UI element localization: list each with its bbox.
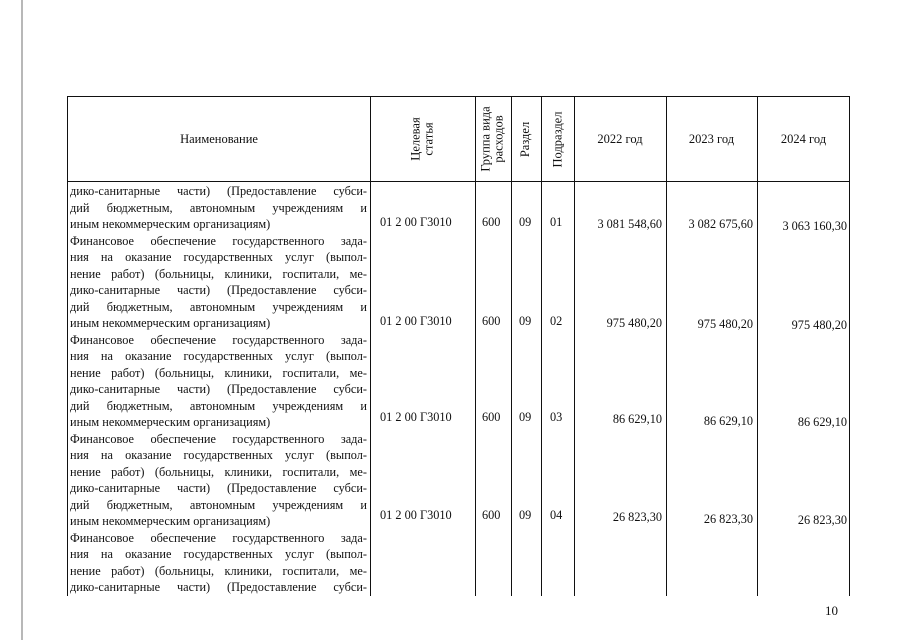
subsection-cell: 01 bbox=[550, 215, 563, 229]
header-2023 bbox=[666, 97, 757, 181]
header-2024-label: 2024 год bbox=[780, 131, 827, 146]
name-line: дий бюджетным, автономным учреждениям и bbox=[70, 497, 367, 512]
name-line: дико-санитарные части) (Предоставление субси- bbox=[70, 580, 367, 594]
y2024-cell: 975 480,20 bbox=[791, 318, 847, 332]
name-line: ния на оказание государственных услуг (выпол- bbox=[70, 250, 367, 264]
header-name-label: Наименование bbox=[180, 131, 258, 146]
section-cell: 09 bbox=[519, 314, 532, 328]
group-cell: 600 bbox=[482, 314, 501, 328]
name-line: дико-санитарные части) (Предоставление субси- bbox=[70, 481, 367, 495]
y2024-cell: 26 823,30 bbox=[797, 513, 847, 527]
y2022-cell: 3 081 548,60 bbox=[597, 217, 662, 231]
section-cell: 09 bbox=[519, 508, 532, 522]
name-line: дико-санитарные части) (Предоставление субси- bbox=[70, 382, 367, 396]
section-cell: 09 bbox=[519, 215, 532, 229]
header-target-line2: статья bbox=[421, 122, 436, 156]
header-name bbox=[68, 97, 370, 181]
budget-table bbox=[67, 96, 850, 596]
header-group-line1: Группа вида bbox=[479, 106, 494, 172]
target-cell: 01 2 00 Г3010 bbox=[380, 215, 452, 229]
name-line: нение работ) (больницы, клиники, госпитали, ме- bbox=[70, 266, 367, 281]
name-line: Финансовое обеспечение государственного зада- bbox=[70, 233, 367, 248]
header-section-label: Раздел bbox=[518, 121, 533, 157]
header-2022 bbox=[574, 97, 666, 181]
header-2024 bbox=[757, 97, 850, 181]
name-line: Финансовое обеспечение государственного зада- bbox=[70, 431, 367, 446]
header-target-label bbox=[410, 117, 436, 160]
header-group bbox=[475, 97, 511, 181]
name-line: иным некоммерческим организациям) bbox=[70, 217, 271, 231]
subsection-cell: 03 bbox=[550, 410, 563, 424]
name-line: ния на оказание государственных услуг (выпол- bbox=[70, 448, 367, 462]
y2023-cell: 26 823,30 bbox=[703, 512, 753, 526]
y2023-cell: 975 480,20 bbox=[697, 317, 753, 331]
name-line: ния на оказание государственных услуг (выпол- bbox=[70, 547, 367, 561]
header-group-line2: расходов bbox=[492, 115, 507, 163]
y2023-cell: 86 629,10 bbox=[703, 414, 753, 428]
target-cell: 01 2 00 Г3010 bbox=[380, 508, 452, 522]
y2022-cell: 975 480,20 bbox=[606, 316, 662, 330]
group-cell: 600 bbox=[482, 410, 501, 424]
y2023-cell: 3 082 675,60 bbox=[688, 217, 753, 231]
name-line: дий бюджетным, автономным учреждениям и bbox=[70, 299, 367, 314]
header-group-label bbox=[480, 106, 506, 171]
name-line: иным некоммерческим организациям) bbox=[70, 514, 271, 528]
target-cell: 01 2 00 Г3010 bbox=[380, 410, 452, 424]
page-number: 10 bbox=[825, 603, 838, 618]
name-column-text bbox=[70, 183, 367, 596]
group-cell: 600 bbox=[482, 215, 501, 229]
y2022-cell: 26 823,30 bbox=[612, 510, 662, 524]
header-target-line1: Целевая bbox=[408, 117, 423, 161]
header-section bbox=[511, 97, 541, 181]
name-line: иным некоммерческим организациям) bbox=[70, 316, 271, 330]
header-target bbox=[370, 97, 475, 181]
y2022-cell: 86 629,10 bbox=[612, 412, 662, 426]
subsection-cell: 04 bbox=[550, 508, 563, 522]
section-cell: 09 bbox=[519, 410, 532, 424]
header-2022-label: 2022 год bbox=[597, 131, 643, 146]
name-line: дий бюджетным, автономным учреждениям и bbox=[70, 200, 367, 215]
y2024-cell: 3 063 160,30 bbox=[782, 219, 847, 233]
name-line: дико-санитарные части) (Предоставление субси- bbox=[70, 184, 367, 198]
name-line: иным некоммерческим организациям) bbox=[70, 415, 271, 429]
header-subsection-label: Подраздел bbox=[550, 111, 564, 167]
scan-edge-line bbox=[21, 0, 23, 640]
header-subsection bbox=[541, 97, 574, 181]
name-line: дико-санитарные части) (Предоставление субси- bbox=[70, 283, 367, 297]
name-line: ния на оказание государственных услуг (выпол- bbox=[70, 349, 367, 363]
name-line: нение работ) (больницы, клиники, госпитали, ме- bbox=[70, 365, 367, 380]
group-cell: 600 bbox=[482, 508, 501, 522]
name-line: нение работ) (больницы, клиники, госпитали, ме- bbox=[70, 563, 367, 578]
subsection-cell: 02 bbox=[550, 314, 563, 328]
y2024-cell: 86 629,10 bbox=[797, 415, 847, 429]
name-line: Финансовое обеспечение государственного зада- bbox=[70, 530, 367, 545]
header-2023-label: 2023 год bbox=[688, 131, 735, 146]
name-line: дий бюджетным, автономным учреждениям и bbox=[70, 398, 367, 413]
name-line: Финансовое обеспечение государственного зада- bbox=[70, 332, 367, 347]
target-cell: 01 2 00 Г3010 bbox=[380, 314, 452, 328]
header-separator bbox=[68, 181, 849, 182]
name-line: нение работ) (больницы, клиники, госпитали, ме- bbox=[70, 464, 367, 479]
